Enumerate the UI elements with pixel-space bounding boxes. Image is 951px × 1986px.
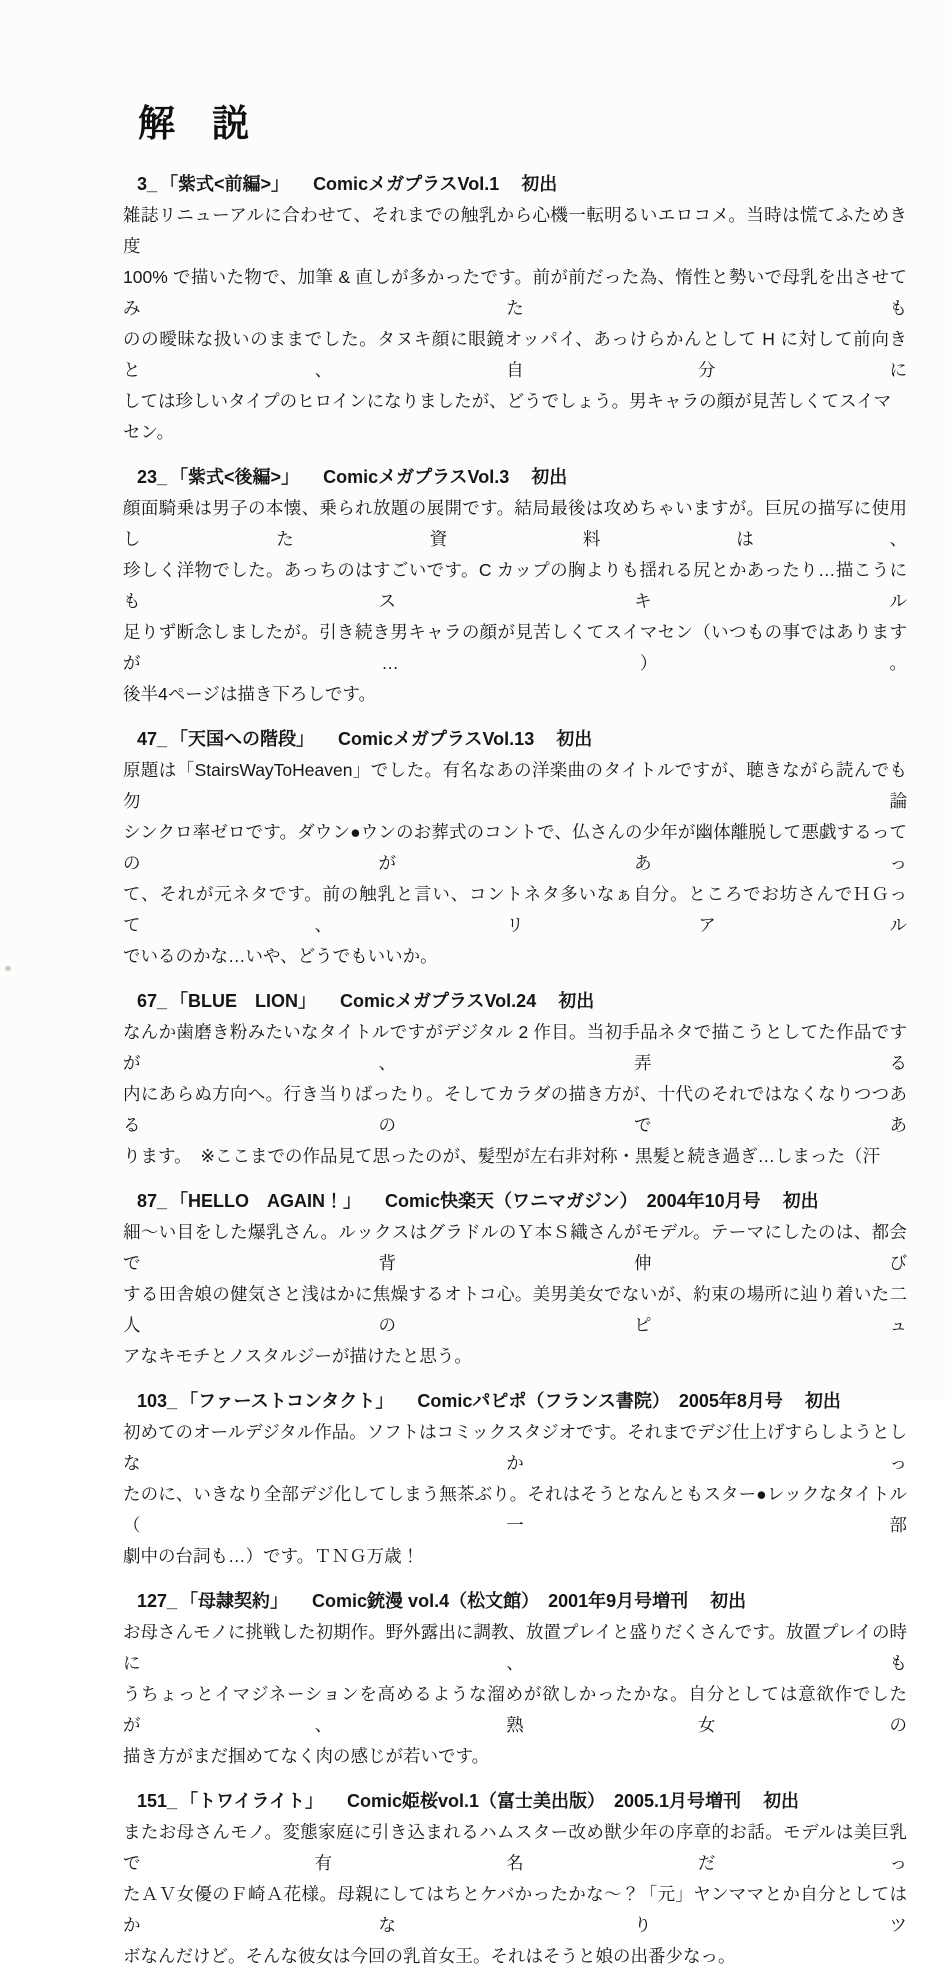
- entry-body-line: なんか歯磨き粉みたいなタイトルですがデジタル 2 作目。当初手品ネタで描こうとしてた作品ですが、弄る: [123, 1022, 907, 1073]
- commentary-entry: [123, 1786, 907, 1972]
- entry-body-line: 内にあらぬ方向へ。行き当りばったり。そしてカラダの描き方が、十代のそれではなくなりつつあるのであ: [123, 1084, 907, 1135]
- entry-body-line: のの曖昧な扱いのままでした。タヌキ顔に眼鏡オッパイ、あっけらかんとして H に対して前向きと、自分に: [123, 329, 907, 380]
- entry-body-line: またお母さんモノ。変態家庭に引き込まれるハムスター改め獣少年の序章的お話。モデルは美巨乳で有名だっ: [123, 1822, 907, 1873]
- entry-body-line: する田舎娘の健気さと浅はかに焦燥するオトコ心。美男美女でないが、約束の場所に辿り着いた二人のピュ: [123, 1284, 907, 1335]
- entry-heading: [123, 1586, 907, 1617]
- entry-body-line: 初めてのオールデジタル作品。ソフトはコミックスタジオです。それまでデジ仕上げすらしようとしなかっ: [123, 1422, 907, 1473]
- entry-body-line: たＡＶ女優のＦ崎Ａ花様。母親にしてはちとケバかったかな〜？「元」ヤンママとか自分としてはかなりツ: [123, 1884, 907, 1935]
- entry-page-number: 23_: [137, 467, 168, 487]
- entry-publication: Comic姫桜vol.1（富士美出版） 2005.1月号増刊: [346, 1791, 742, 1811]
- scan-speck: [5, 966, 11, 971]
- entry-body-line: 雑誌リニューアルに合わせて、それまでの触乳から心機一転明るいエロコメ。当時は慌てふためき度: [123, 205, 907, 256]
- entry-heading: [123, 169, 907, 200]
- entry-body-line: 100% で描いた物で、加筆 & 直しが多かったです。前が前だった為、惰性と勢いで母乳を出させてみたも: [123, 267, 907, 318]
- entry-first-print-label: 初出: [558, 991, 595, 1011]
- entry-body-line: 原題は「StairsWayToHeaven」でした。有名なあの洋楽曲のタイトルですが、聴きながら読んでも勿論: [123, 760, 907, 811]
- entry-body-line: 後半4ページは描き下ろしです。: [123, 684, 376, 704]
- commentary-entry: [123, 724, 907, 972]
- entry-heading: [123, 462, 907, 493]
- entry-work-title: 「天国への階段」: [170, 729, 315, 749]
- entry-page-number: 127_: [137, 1591, 178, 1611]
- page-content: [123, 105, 907, 1986]
- entry-body-line: アなキモチとノスタルジーが描けたと思う。: [123, 1346, 472, 1366]
- entry-work-title: 「トワイライト」: [180, 1791, 323, 1811]
- entry-body-line: 足りず断念しましたが。引き続き男キャラの顔が見苦しくてスイマセン（いつもの事ではありますが…）。: [123, 622, 907, 673]
- entry-body-line: お母さんモノに挑戦した初期作。野外露出に調教、放置プレイと盛りだくさんです。放置プレイの時に、も: [123, 1622, 907, 1673]
- commentary-entry: [123, 1386, 907, 1572]
- entry-heading: [123, 724, 907, 755]
- entry-body-line: でいるのかな…いや、どうでもいいか。: [123, 946, 438, 966]
- entry-body-line: ボなんだけど。そんな彼女は今回の乳首女王。それはそうと娘の出番少なっ。: [123, 1946, 736, 1966]
- entry-heading: [123, 1186, 907, 1217]
- commentary-entry: [123, 1586, 907, 1772]
- entry-body-line: シンクロ率ゼロです。ダウン●ウンのお葬式のコントで、仏さんの少年が幽体離脱して悪戯するってのがあっ: [123, 822, 907, 873]
- entry-publication: ComicメガプラスVol.13: [338, 729, 535, 749]
- commentary-entry: [123, 462, 907, 710]
- entry-work-title: 「紫式<前編>」: [160, 174, 290, 194]
- entry-heading: [123, 1386, 907, 1417]
- entry-publication: Comic銃漫 vol.4（松文館） 2001年9月号増刊: [312, 1591, 689, 1611]
- entry-page-number: 87_: [137, 1191, 168, 1211]
- entry-publication: Comicパピポ（フランス書院） 2005年8月号: [417, 1391, 783, 1411]
- entry-body-line: うちょっとイマジネーションを高めるような溜めが欲しかったかな。自分としては意欲作でしたが、熟女の: [123, 1684, 907, 1735]
- entry-body-line: 細〜い目をした爆乳さん。ルックスはグラドルのＹ本Ｓ織さんがモデル。テーマにしたのは、都会で背伸び: [123, 1222, 907, 1273]
- entry-heading: [123, 1786, 907, 1817]
- entry-body-line: 珍しく洋物でした。あっちのはすごいです。C カップの胸よりも揺れる尻とかあったり…描こうにもスキル: [123, 560, 907, 611]
- entry-first-print-label: 初出: [804, 1391, 841, 1411]
- entry-work-title: 「HELLO AGAIN！」: [170, 1191, 362, 1211]
- entry-publication: ComicメガプラスVol.3: [323, 467, 510, 487]
- entry-first-print-label: 初出: [521, 174, 558, 194]
- entry-body-line: たのに、いきなり全部デジ化してしまう無茶ぶり。それはそうとなんともスター●レックなタイトル（一部: [123, 1484, 907, 1535]
- entry-body-line: て、それが元ネタです。前の触乳と言い、コントネタ多いなぁ自分。ところでお坊さんでＨＧって、リアル: [123, 884, 907, 935]
- entry-page-number: 47_: [137, 729, 168, 749]
- entry-body-line: 劇中の台詞も…）です。ＴＮＧ万歳！: [123, 1546, 420, 1566]
- entry-body-line: しては珍しいタイプのヒロインになりましたが、どうでしょう。男キャラの顔が見苦しくてスイマセン。: [123, 391, 892, 442]
- entry-first-print-label: 初出: [763, 1791, 800, 1811]
- entry-work-title: 「ファーストコンタクト」: [180, 1391, 394, 1411]
- entry-publication: ComicメガプラスVol.1: [313, 174, 500, 194]
- commentary-entry: [123, 169, 907, 448]
- entry-work-title: 「BLUE LION」: [170, 991, 317, 1011]
- entry-publication: Comic快楽天（ワニマガジン） 2004年10月号: [385, 1191, 761, 1211]
- entry-body-line: 描き方がまだ掴めてなく肉の感じが若いです。: [123, 1746, 490, 1766]
- entry-first-print-label: 初出: [531, 467, 568, 487]
- commentary-entry: [123, 986, 907, 1172]
- entry-page-number: 103_: [137, 1391, 178, 1411]
- entry-first-print-label: 初出: [710, 1591, 747, 1611]
- commentary-entry: [123, 1186, 907, 1372]
- entry-heading: [123, 986, 907, 1017]
- entry-first-print-label: 初出: [782, 1191, 819, 1211]
- entry-page-number: 67_: [137, 991, 168, 1011]
- entry-publication: ComicメガプラスVol.24: [340, 991, 537, 1011]
- entry-page-number: 151_: [137, 1791, 178, 1811]
- entry-body-line: ります。 ※ここまでの作品見て思ったのが、髪型が左右非対称・黒髪と続き過ぎ…しまった（汗: [123, 1146, 881, 1166]
- page-title: 解 説: [138, 103, 249, 144]
- entry-first-print-label: 初出: [556, 729, 593, 749]
- entry-body-line: 顔面騎乗は男子の本懐、乗られ放題の展開です。結局最後は攻めちゃいますが。巨尻の描写に使用した資料は、: [123, 498, 907, 549]
- entry-work-title: 「母隷契約」: [180, 1591, 289, 1611]
- entry-work-title: 「紫式<後編>」: [170, 467, 300, 487]
- entry-page-number: 3_: [137, 174, 158, 194]
